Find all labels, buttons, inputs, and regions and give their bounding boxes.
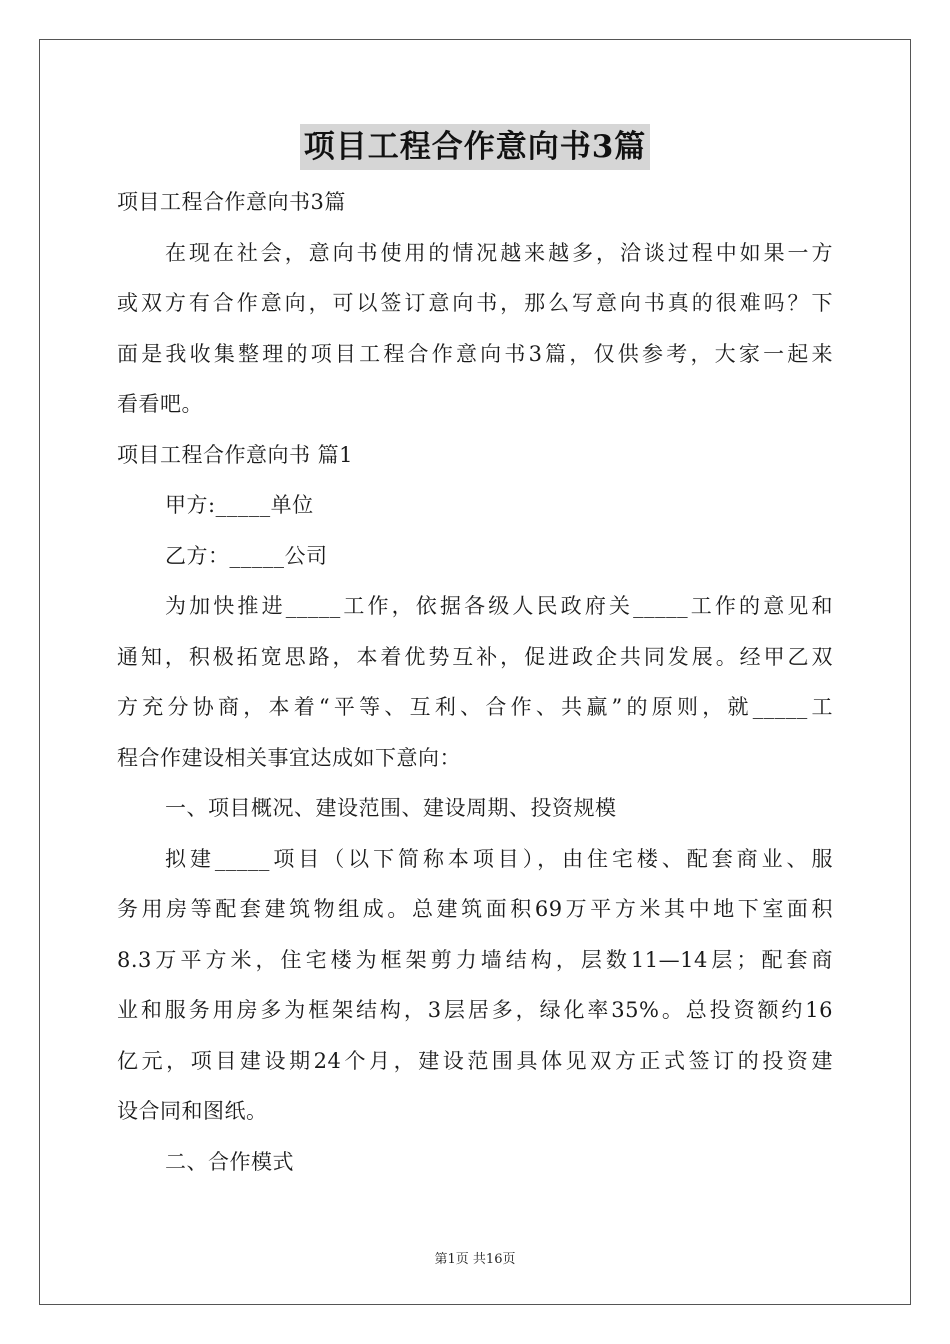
text-line: 8.3万平方米，住宅楼为框架剪力墙结构，层数11—14层；配套商 bbox=[117, 947, 833, 972]
text-line: 务用房等配套建筑物组成。总建筑面积69万平方米其中地下室面积 bbox=[117, 897, 833, 921]
text-line: 看看吧。 bbox=[117, 392, 203, 416]
title-wrap bbox=[0, 124, 950, 170]
text-line: 二、合作模式 bbox=[165, 1149, 294, 1174]
text-line: 通知，积极拓宽思路，本着优势互补，促进政企共同发展。经甲乙双 bbox=[117, 644, 833, 669]
text-line: 项目工程合作意向书3篇 bbox=[117, 190, 346, 214]
text-line: 方充分协商，本着“平等、互利、合作、共赢”的原则，就_____工 bbox=[117, 695, 833, 719]
text-line: 亿元，项目建设期24个月，建设范围具体见双方正式签订的投资建 bbox=[117, 1048, 833, 1073]
text-line: 拟建_____项目（以下简称本项目），由住宅楼、配套商业、服 bbox=[165, 846, 833, 871]
text-line: 乙方：_____公司 bbox=[165, 543, 328, 568]
document-title: 项目工程合作意向书3篇 bbox=[300, 124, 651, 170]
text-line: 项目工程合作意向书 篇1 bbox=[117, 442, 354, 467]
text-line: 在现在社会，意向书使用的情况越来越多，洽谈过程中如果一方 bbox=[165, 240, 833, 265]
text-line: 业和服务用房多为框架结构，3层居多，绿化率35%。总投资额约16 bbox=[117, 998, 833, 1022]
text-line: 面是我收集整理的项目工程合作意向书3篇，仅供参考，大家一起来 bbox=[117, 341, 833, 366]
text-line: 一、项目概况、建设范围、建设周期、投资规模 bbox=[165, 796, 617, 820]
document-body bbox=[117, 177, 833, 1187]
text-line: 程合作建设相关事宜达成如下意向： bbox=[117, 745, 461, 770]
text-line: 设合同和图纸。 bbox=[117, 1099, 268, 1123]
text-line: 为加快推进_____工作，依据各级人民政府关_____工作的意见和 bbox=[165, 594, 833, 618]
text-line: 或双方有合作意向，可以签订意向书，那么写意向书真的很难吗？下 bbox=[117, 291, 833, 315]
page-footer: 第1页 共16页 bbox=[434, 1252, 516, 1267]
text-line: 甲方:_____单位 bbox=[165, 493, 314, 517]
